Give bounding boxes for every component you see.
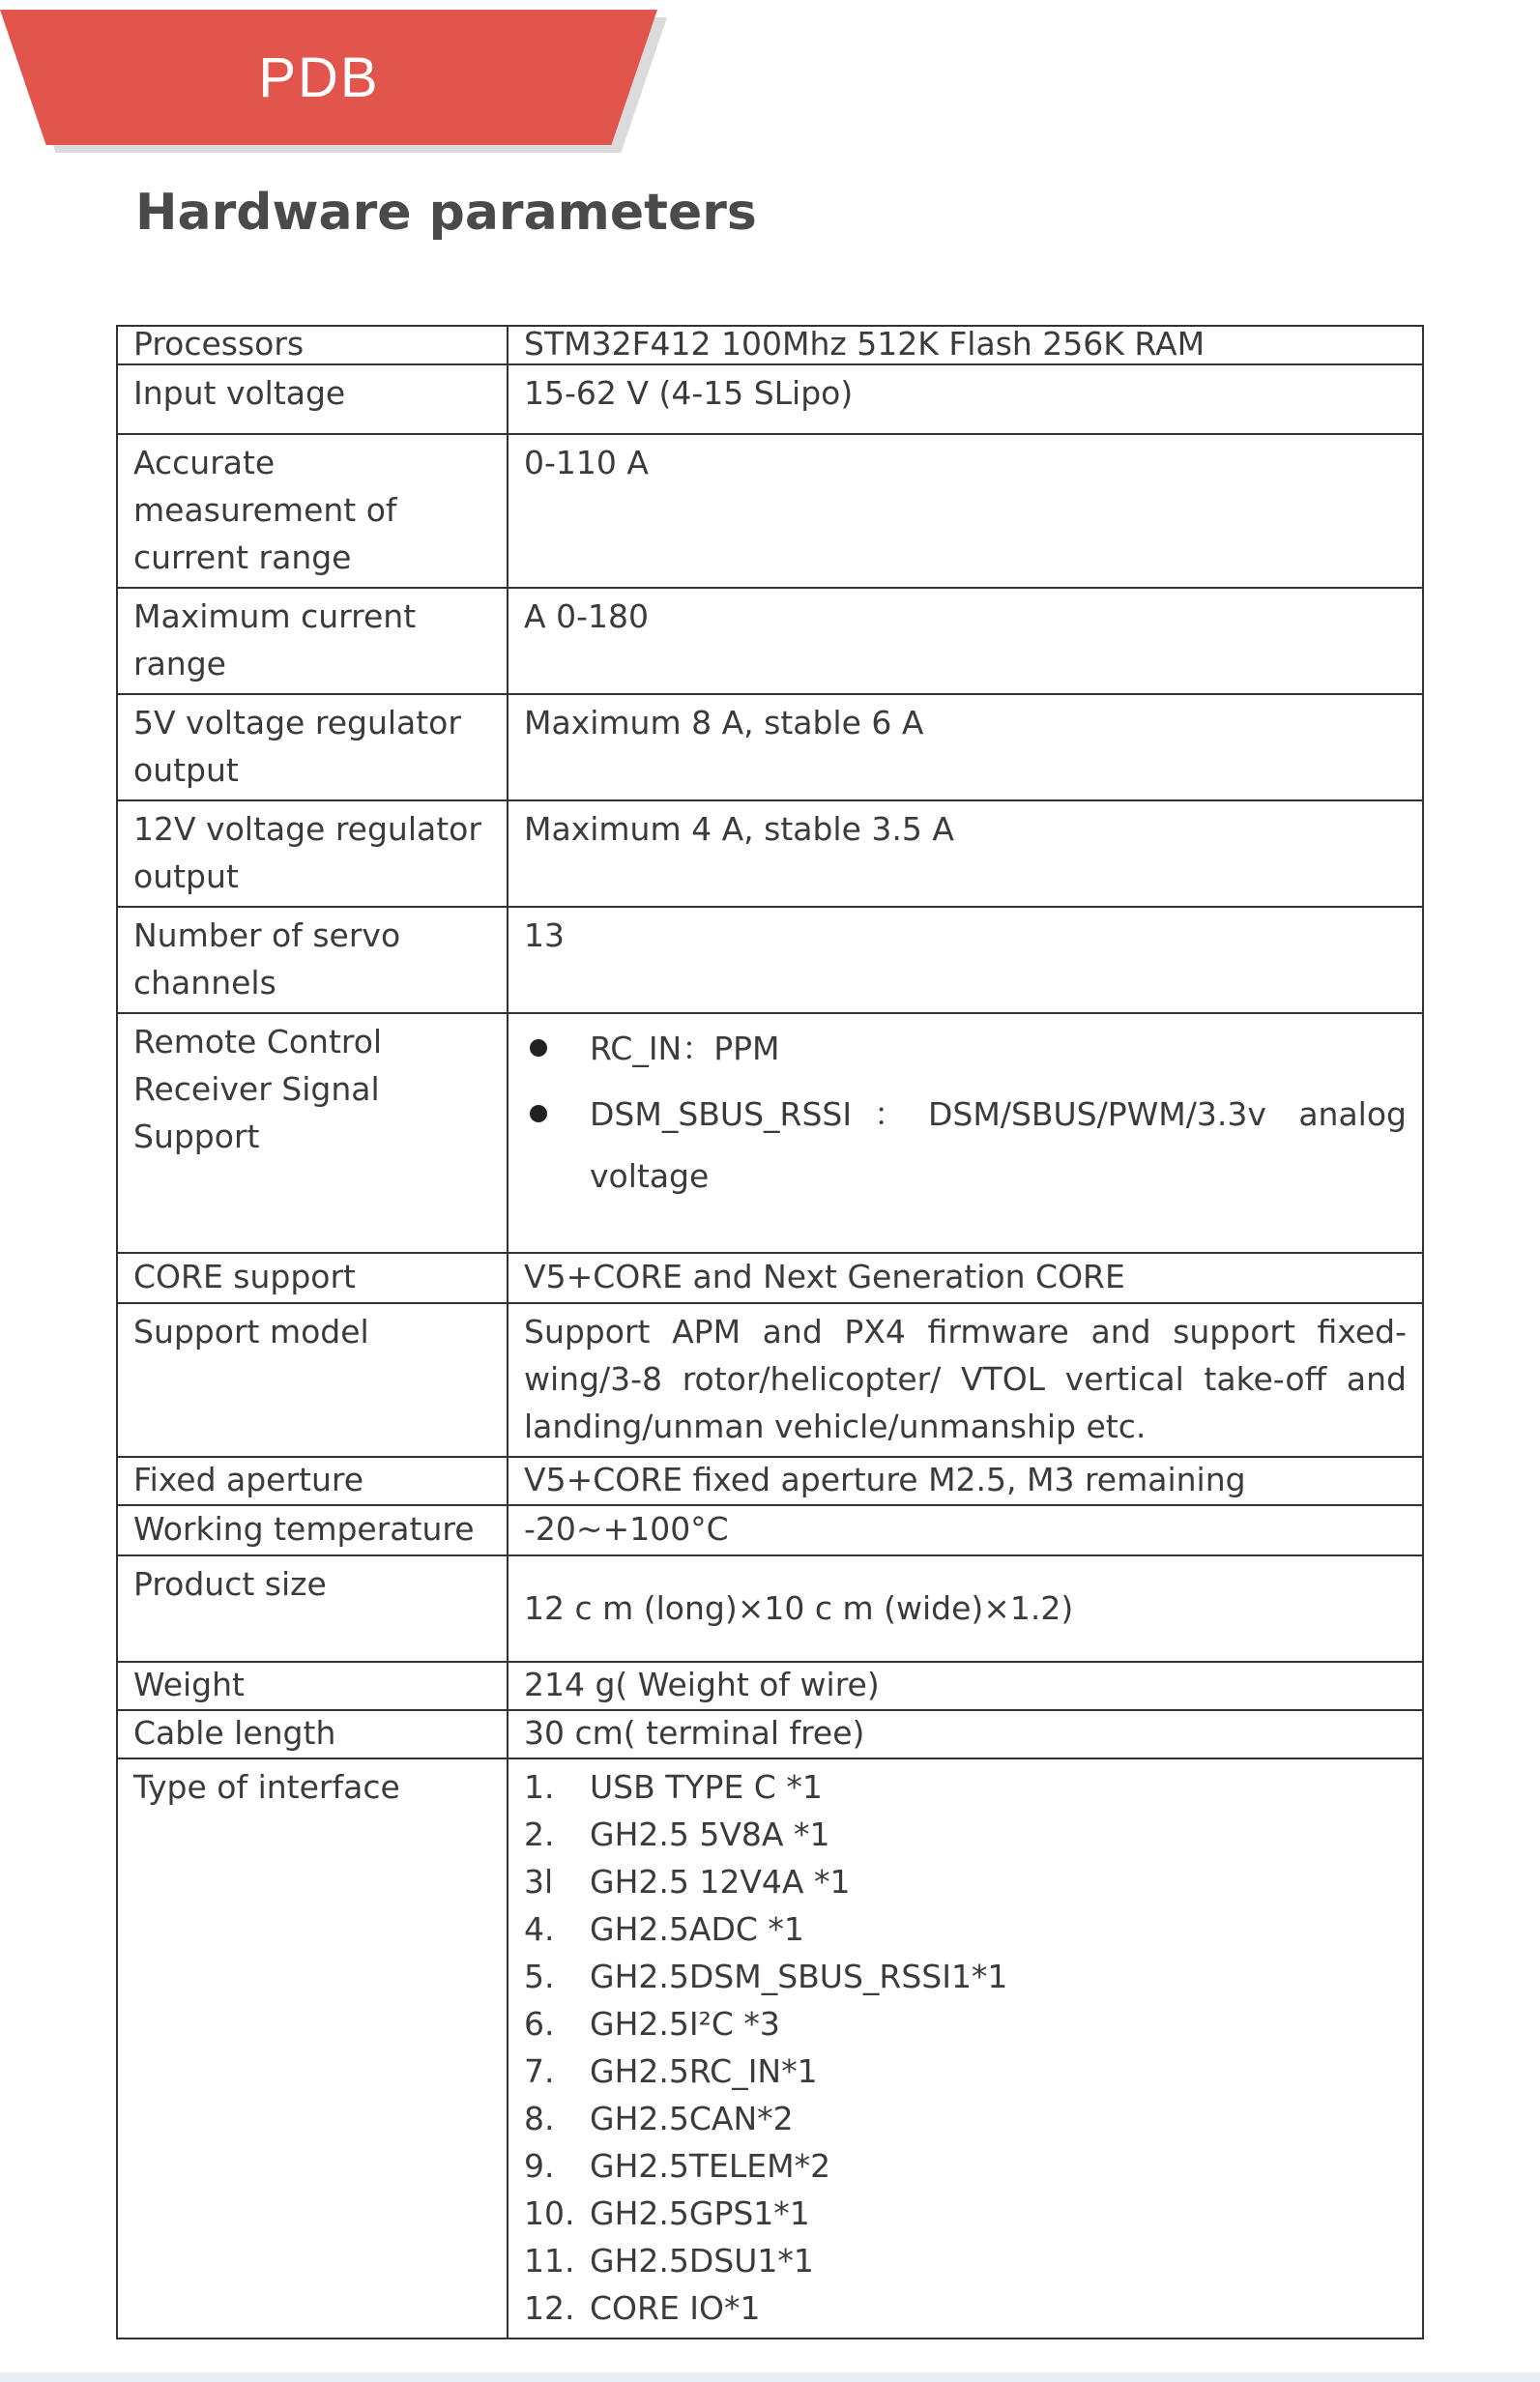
table-row xyxy=(117,694,1423,800)
bullet-icon xyxy=(530,1105,547,1122)
list-item-number: 7. xyxy=(524,2052,555,2090)
list-item xyxy=(524,2048,1407,2095)
list-item-text: GH2.5TELEM*2 xyxy=(590,2147,831,2185)
table-row xyxy=(117,588,1423,694)
list-item-text: GH2.5GPS1*1 xyxy=(590,2194,810,2232)
row-value xyxy=(508,1555,1423,1662)
list-item xyxy=(524,1014,1407,1084)
row-label: 5V voltage regulator output xyxy=(117,694,508,800)
list-item-number: 11. xyxy=(524,2242,575,2280)
row-label: Product size xyxy=(117,1555,508,1662)
list-item xyxy=(524,2142,1407,2190)
list-item-number: 9. xyxy=(524,2147,555,2185)
section-title: Hardware parameters xyxy=(135,184,757,242)
table-row xyxy=(117,1710,1423,1758)
row-value: 0-110 A xyxy=(508,434,1423,588)
list-item xyxy=(524,1084,1407,1207)
row-label: Number of servo channels xyxy=(117,907,508,1013)
table-row xyxy=(117,1505,1423,1555)
list-item-text: GH2.5DSM_SBUS_RSSI1*1 xyxy=(590,1958,1008,1995)
table-row xyxy=(117,1457,1423,1505)
list-item-number: 10. xyxy=(524,2194,575,2232)
table-row xyxy=(117,1555,1423,1662)
bullet-icon xyxy=(530,1039,547,1057)
row-value: 30 cm( terminal free) xyxy=(508,1710,1423,1758)
table-row xyxy=(117,1253,1423,1303)
list-item-text: USB TYPE C *1 xyxy=(590,1768,823,1806)
list-item-number: 8. xyxy=(524,2100,555,2137)
list-item-number: 6. xyxy=(524,2005,555,2043)
table-row xyxy=(117,434,1423,588)
row-value: 13 xyxy=(508,907,1423,1013)
row-value: V5+CORE fixed aperture M2.5, M3 remaining xyxy=(508,1457,1423,1505)
list-item-text: RC_IN：PPM xyxy=(590,1030,780,1067)
row-label: Remote Control Receiver Signal Support xyxy=(117,1013,508,1253)
list-item xyxy=(524,1905,1407,1953)
list-item xyxy=(524,2237,1407,2284)
list-item-text: GH2.5ADC *1 xyxy=(590,1910,804,1948)
row-label: Maximum current range xyxy=(117,588,508,694)
list-item-number: 4. xyxy=(524,1910,555,1948)
table-row xyxy=(117,1303,1423,1457)
list-item-text: GH2.5 5V8A *1 xyxy=(590,1816,830,1853)
rc-support-list xyxy=(524,1014,1407,1207)
table-row xyxy=(117,800,1423,907)
list-item xyxy=(524,1811,1407,1858)
table-row xyxy=(117,1758,1423,2338)
row-label: 12V voltage regulator output xyxy=(117,800,508,907)
table-row xyxy=(117,364,1423,434)
list-item-number: 5. xyxy=(524,1958,555,1995)
table-row xyxy=(117,907,1423,1013)
row-value: -20~+100°C xyxy=(508,1505,1423,1555)
row-value xyxy=(508,1758,1423,2338)
list-item xyxy=(524,2190,1407,2237)
row-value: Support APM and PX4 firmware and support fixed-wing/3-8 rotor/helicopter/ VTOL vertical take-off and landing/unman vehicle/unmanship etc. xyxy=(508,1303,1423,1457)
list-item-text: CORE IO*1 xyxy=(590,2289,761,2327)
list-item xyxy=(524,2284,1407,2332)
list-item xyxy=(524,2000,1407,2048)
bottom-strip xyxy=(0,2372,1540,2382)
list-item-number: 2. xyxy=(524,1816,555,1853)
row-value xyxy=(508,1013,1423,1253)
row-value: Maximum 8 A, stable 6 A xyxy=(508,694,1423,800)
row-value: 15-62 V (4-15 SLipo) xyxy=(508,364,1423,434)
row-value: Maximum 4 A, stable 3.5 A xyxy=(508,800,1423,907)
row-label: Cable length xyxy=(117,1710,508,1758)
list-item xyxy=(524,2095,1407,2142)
row-value: A 0-180 xyxy=(508,588,1423,694)
list-item-text: GH2.5RC_IN*1 xyxy=(590,2052,818,2090)
row-label: Input voltage xyxy=(117,364,508,434)
row-value: V5+CORE and Next Generation CORE xyxy=(508,1253,1423,1303)
row-label: Accurate measurement of current range xyxy=(117,434,508,588)
list-item-text: GH2.5CAN*2 xyxy=(590,2100,794,2137)
list-item-text: GH2.5 12V4A *1 xyxy=(590,1863,851,1901)
list-item xyxy=(524,1858,1407,1905)
list-item-number: 12. xyxy=(524,2289,575,2327)
list-item-number: 1. xyxy=(524,1768,555,1806)
list-item-text: GH2.5I²C *3 xyxy=(590,2005,780,2043)
row-value: STM32F412 100Mhz 512K Flash 256K RAM xyxy=(508,326,1423,364)
row-label: Weight xyxy=(117,1662,508,1710)
row-label: Working temperature xyxy=(117,1505,508,1555)
table-row xyxy=(117,1013,1423,1253)
row-label: Fixed aperture xyxy=(117,1457,508,1505)
banner-title: PDB xyxy=(258,45,380,109)
row-label: CORE support xyxy=(117,1253,508,1303)
table-row xyxy=(117,326,1423,364)
list-item-number: 3l xyxy=(524,1863,554,1901)
row-label: Type of interface xyxy=(117,1758,508,2338)
list-item-text: DSM_SBUS_RSSI：DSM/SBUS/PWM/3.3v analog voltage xyxy=(590,1095,1407,1195)
list-item xyxy=(524,1763,1407,1811)
row-label: Support model xyxy=(117,1303,508,1457)
row-label: Processors xyxy=(117,326,508,364)
hardware-parameters-table xyxy=(116,325,1424,2339)
interface-list xyxy=(524,1763,1407,2332)
row-value: 214 g( Weight of wire) xyxy=(508,1662,1423,1710)
table-row xyxy=(117,1662,1423,1710)
product-size-value: 12 c m (long)×10 c m (wide)×1.2) xyxy=(524,1588,1074,1627)
list-item-text: GH2.5DSU1*1 xyxy=(590,2242,814,2280)
list-item xyxy=(524,1953,1407,2000)
